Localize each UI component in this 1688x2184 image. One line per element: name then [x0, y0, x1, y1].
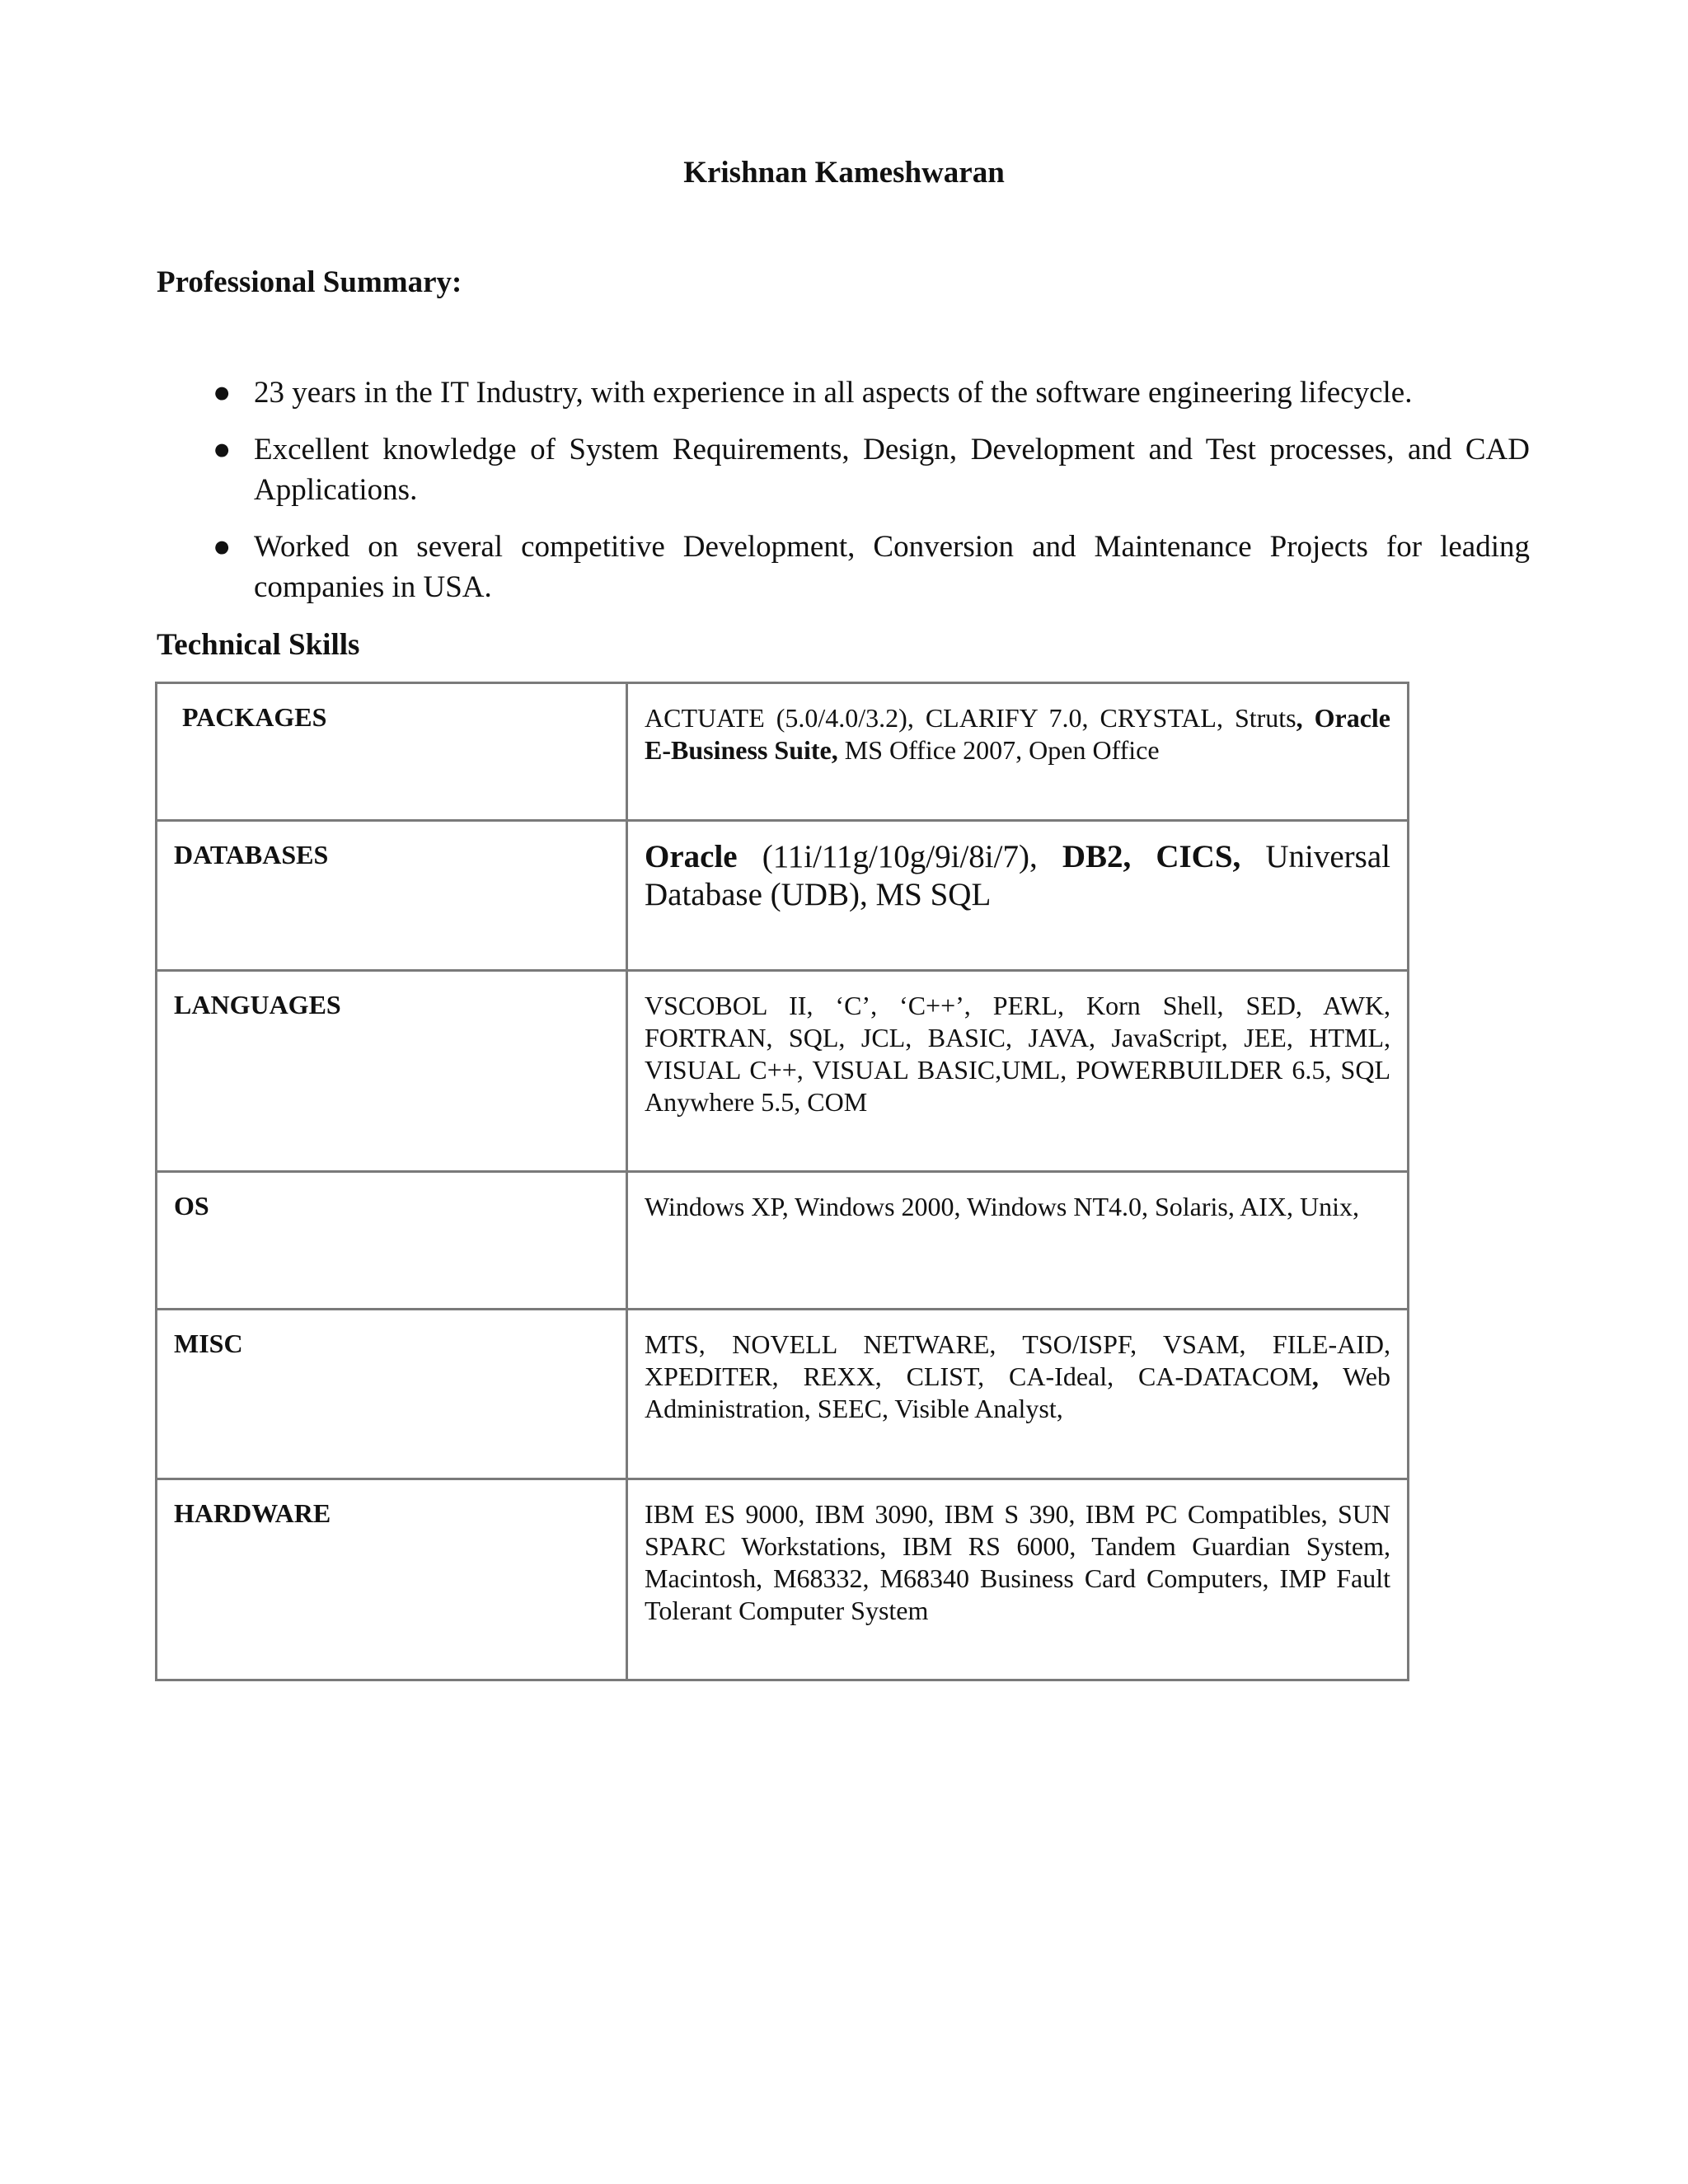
skill-category-label: LANGUAGES [174, 990, 341, 1019]
skill-value-part: ACTUATE (5.0/4.0/3.2), CLARIFY 7.0, CRYSTAL, Struts [645, 703, 1296, 733]
skill-value-part-bold: DB2, CICS, [1062, 839, 1241, 874]
summary-item [157, 527, 1530, 607]
skill-value-part: VSCOBOL II, ‘C’, ‘C++’, PERL, Korn Shell, SED, AWK, FORTRAN, SQL, JCL, BASIC, JAVA, JavaScript, JEE, HTML, VISUAL C++, VISUAL BASIC,UML, POWERBUILDER 6.5, SQL Anywhere 5.5, COM [645, 991, 1390, 1117]
table-row [157, 1310, 1409, 1479]
summary-item-text: 23 years in the IT Industry, with experience in all aspects of the software engineering lifecycle. [254, 376, 1413, 410]
skill-category-cell [157, 821, 627, 971]
skill-value-cell [627, 683, 1409, 821]
skill-category-cell [157, 1479, 627, 1680]
bullet-icon: ● [213, 433, 232, 466]
summary-list [157, 373, 1530, 624]
table-row [157, 971, 1409, 1172]
skill-value-part: MS Office 2007, Open Office [837, 735, 1160, 765]
skill-value-cell [627, 1479, 1409, 1680]
summary-item-text: Excellent knowledge of System Requirements, Design, Development and Test processes, and CAD Applications. [254, 433, 1530, 507]
table-row [157, 1172, 1409, 1310]
skill-category-label: MISC [174, 1329, 243, 1358]
skill-value-part-bold: , Oracle E-Business Suite, [645, 703, 1391, 765]
summary-item-text: Worked on several competitive Development, Conversion and Maintenance Projects for leading companies in USA. [254, 530, 1530, 604]
skill-category-cell [157, 683, 627, 821]
table-row [157, 683, 1409, 821]
skill-value-cell [627, 821, 1409, 971]
skill-value-part-bold: , [1311, 1361, 1319, 1391]
table-row [157, 1479, 1409, 1680]
bullet-icon: ● [213, 376, 232, 410]
skill-value-part: Web Administration, SEEC, Visible Analyst, [645, 1361, 1390, 1423]
skill-category-cell [157, 1172, 627, 1310]
skill-value-cell [627, 1310, 1409, 1479]
summary-item [157, 429, 1530, 510]
skill-value-part: MTS, NOVELL NETWARE, TSO/ISPF, VSAM, FILE-AID, XPEDITER, REXX, CLIST, CA-Ideal, CA-DATACOM [645, 1329, 1390, 1391]
summary-item [157, 373, 1530, 413]
skill-category-cell [157, 1310, 627, 1479]
page-title: Krishnan Kameshwaran [683, 156, 1005, 190]
skill-value-part-bold: Oracle [645, 839, 738, 874]
bullet-icon: ● [213, 530, 232, 564]
skill-category-label: OS [174, 1191, 209, 1221]
skill-category-label: PACKAGES [182, 702, 327, 732]
skill-value-part: Windows XP, Windows 2000, Windows NT4.0, Solaris, AIX, Unix, [645, 1192, 1359, 1221]
skill-value-part: Universal Database (UDB), MS SQL [645, 839, 1390, 912]
skill-value-cell [627, 971, 1409, 1172]
skill-value-part: (11i/11g/10g/9i/8i/7), [737, 839, 1062, 874]
skill-category-label: HARDWARE [174, 1498, 331, 1528]
skill-category-label: DATABASES [174, 840, 329, 869]
technical-skills-heading: Technical Skills [157, 628, 360, 662]
skill-category-cell [157, 971, 627, 1172]
skill-value-cell [627, 1172, 1409, 1310]
technical-skills-table [155, 682, 1409, 1681]
professional-summary-heading: Professional Summary: [157, 265, 462, 299]
skill-value-part: IBM ES 9000, IBM 3090, IBM S 390, IBM PC Compatibles, SUN SPARC Workstations, IBM RS 6000, Tandem Guardian System, Macintosh, M68332, M68340 Business Card Computers, IMP Fault Tolerant Computer System [645, 1499, 1390, 1625]
table-row [157, 821, 1409, 971]
